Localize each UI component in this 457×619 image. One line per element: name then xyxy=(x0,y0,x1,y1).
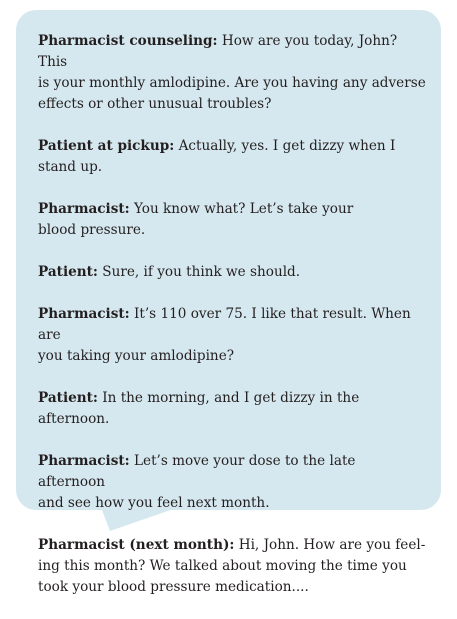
speaker-label: Pharmacist: xyxy=(38,201,130,217)
dialogue-line: You know what? Let’s take your xyxy=(134,201,354,217)
dialogue-line: effects or other unusual troubles? xyxy=(38,96,272,112)
dialogue-line: How are you today, John? This xyxy=(38,33,398,70)
speaker-label: Pharmacist counseling: xyxy=(38,33,218,49)
dialogue-line: blood pressure. xyxy=(38,222,146,238)
dialogue-exchange xyxy=(38,451,426,514)
dialogue-line: is your monthly amlodipine. Are you having any adverse xyxy=(38,75,426,91)
speaker-label: Pharmacist: xyxy=(38,453,130,469)
dialogue-line: Let’s move your dose to the late afternoon xyxy=(38,453,356,490)
dialogue-line: you taking your amlodipine? xyxy=(38,348,235,364)
dialogue-line: took your blood pressure medication.... xyxy=(38,579,309,595)
dialogue-exchange xyxy=(38,535,426,598)
speaker-label: Pharmacist: xyxy=(38,306,130,322)
dialogue-line: It’s 110 over 75. I like that result. When are xyxy=(38,306,411,343)
dialogue-line: Hi, John. How are you feel- xyxy=(238,537,426,553)
dialogue-exchange xyxy=(38,262,426,283)
dialogue-line: Sure, if you think we should. xyxy=(102,264,301,280)
dialogue-line: In the morning, and I get dizzy in the afternoon. xyxy=(38,390,360,427)
speaker-label: Pharmacist (next month): xyxy=(38,537,235,553)
dialogue-text xyxy=(38,31,426,619)
speaker-label: Patient at pickup: xyxy=(38,138,175,154)
dialogue-exchange xyxy=(38,388,426,430)
dialogue-exchange xyxy=(38,199,426,241)
dialogue-line: and see how you feel next month. xyxy=(38,495,270,511)
dialogue-exchange xyxy=(38,304,426,367)
dialogue-line: ing this month? We talked about moving the time you xyxy=(38,558,407,574)
dialogue-exchange xyxy=(38,136,426,178)
dialogue-exchange xyxy=(38,31,426,115)
dialogue-line: Actually, yes. I get dizzy when I stand up. xyxy=(38,138,396,175)
speaker-label: Patient: xyxy=(38,390,98,406)
speaker-label: Patient: xyxy=(38,264,98,280)
